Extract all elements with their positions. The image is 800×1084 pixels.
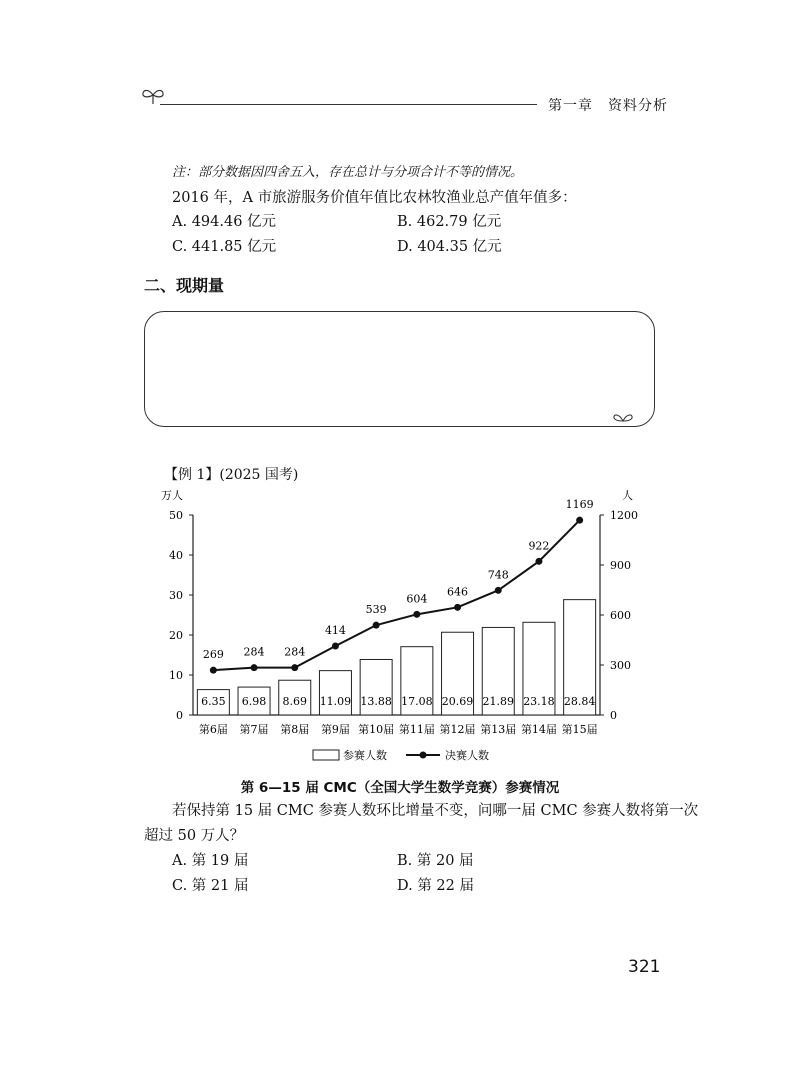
right-tick-label: 900 — [610, 559, 631, 572]
line-point — [454, 604, 461, 611]
legend-bar-label: 参赛人数 — [343, 749, 387, 762]
line-value-label: 748 — [487, 568, 509, 582]
bar — [319, 671, 351, 715]
right-tick-label: 0 — [610, 709, 617, 722]
option-b: B. 第 20 届 — [397, 853, 474, 869]
line-value-label: 269 — [202, 648, 224, 662]
x-tick-label: 第8届 — [280, 723, 310, 736]
line-value-label: 604 — [406, 592, 428, 606]
right-axis-unit: 人 — [622, 489, 633, 502]
option-c: C. 第 21 届 — [172, 878, 249, 894]
line-value-label: 922 — [528, 539, 550, 553]
legend-line-marker — [420, 752, 427, 759]
option-c: C. 441.85 亿元 — [172, 239, 277, 255]
sprout-icon — [612, 411, 634, 423]
note-text: 注：部分数据因四舍五入，存在总计与分项合计不等的情况。 — [172, 165, 524, 180]
chapter-title: 第一章 资料分析 — [548, 98, 668, 114]
x-tick-label: 第13届 — [480, 723, 517, 736]
bar-value-label: 13.88 — [360, 695, 392, 708]
question-stem-line2: 超过 50 万人？ — [144, 828, 245, 844]
line-point — [251, 664, 258, 671]
line-point — [576, 517, 583, 524]
option-a: A. 494.46 亿元 — [172, 214, 277, 230]
question-stem-line1: 若保持第 15 届 CMC 参赛人数环比增量不变，问哪一届 CMC 参赛人数将第一次 — [172, 803, 699, 819]
left-tick-label: 50 — [169, 509, 183, 522]
right-tick-label: 300 — [610, 659, 631, 672]
line-value-label: 414 — [324, 624, 346, 637]
legend-bar-swatch — [313, 750, 339, 760]
example-label: 【例 1】(2025 国考) — [164, 467, 299, 483]
question-stem: 2016 年，A 市旅游服务价值年值比农林牧渔业总产值年值多： — [172, 190, 577, 206]
section-title: 二、现期量 — [144, 276, 225, 295]
bar-value-label: 21.89 — [482, 695, 514, 708]
sprout-icon — [140, 86, 166, 106]
bar-value-label: 8.69 — [282, 695, 307, 708]
bar-value-label: 23.18 — [523, 695, 555, 708]
bar-value-label: 11.09 — [319, 695, 352, 708]
x-tick-label: 第9届 — [320, 723, 350, 736]
chart-title: 第 6—15 届 CMC（全国大学生数学竞赛）参赛情况 — [240, 780, 560, 796]
left-tick-label: 0 — [176, 709, 183, 722]
left-axis-unit: 万人 — [161, 489, 183, 502]
x-tick-label: 第15届 — [561, 723, 598, 736]
left-tick-label: 30 — [169, 589, 183, 602]
bar-value-label: 20.69 — [441, 695, 474, 708]
legend-line-label: 决赛人数 — [445, 749, 489, 762]
option-d: D. 第 22 届 — [397, 878, 474, 894]
x-tick-label: 第6届 — [198, 723, 228, 736]
option-b: B. 462.79 亿元 — [397, 214, 502, 230]
bar-value-label: 17.08 — [401, 695, 433, 708]
right-tick-label: 600 — [610, 609, 631, 622]
line-point — [210, 667, 217, 674]
line-value-label: 539 — [365, 603, 387, 617]
line-value-label: 284 — [243, 645, 265, 659]
x-tick-label: 第10届 — [358, 723, 395, 736]
x-tick-label: 第11届 — [398, 723, 435, 736]
left-tick-label: 40 — [169, 549, 183, 562]
option-d: D. 404.35 亿元 — [397, 239, 502, 255]
bar-value-label: 6.98 — [241, 695, 267, 708]
line-point — [535, 558, 542, 565]
combo-chart — [0, 480, 800, 770]
x-tick-label: 第7届 — [239, 723, 269, 736]
notes-box — [144, 311, 655, 427]
left-tick-label: 10 — [169, 669, 183, 682]
x-tick-label: 第12届 — [439, 723, 476, 736]
line-point — [373, 622, 380, 629]
line-point — [332, 643, 339, 650]
line-value-label: 284 — [284, 645, 306, 659]
bar-value-label: 6.35 — [201, 695, 226, 708]
line-point — [495, 587, 502, 594]
left-tick-label: 20 — [169, 629, 183, 642]
x-tick-label: 第14届 — [520, 723, 557, 736]
line-point — [413, 611, 420, 618]
right-tick-label: 1200 — [610, 509, 638, 522]
line-point — [291, 664, 298, 671]
bar-value-label: 28.84 — [563, 695, 596, 708]
header-rule — [160, 104, 537, 105]
line-value-label: 1169 — [565, 498, 594, 512]
page-number: 321 — [628, 957, 661, 977]
line-value-label: 646 — [447, 585, 469, 599]
option-a: A. 第 19 届 — [172, 853, 249, 869]
